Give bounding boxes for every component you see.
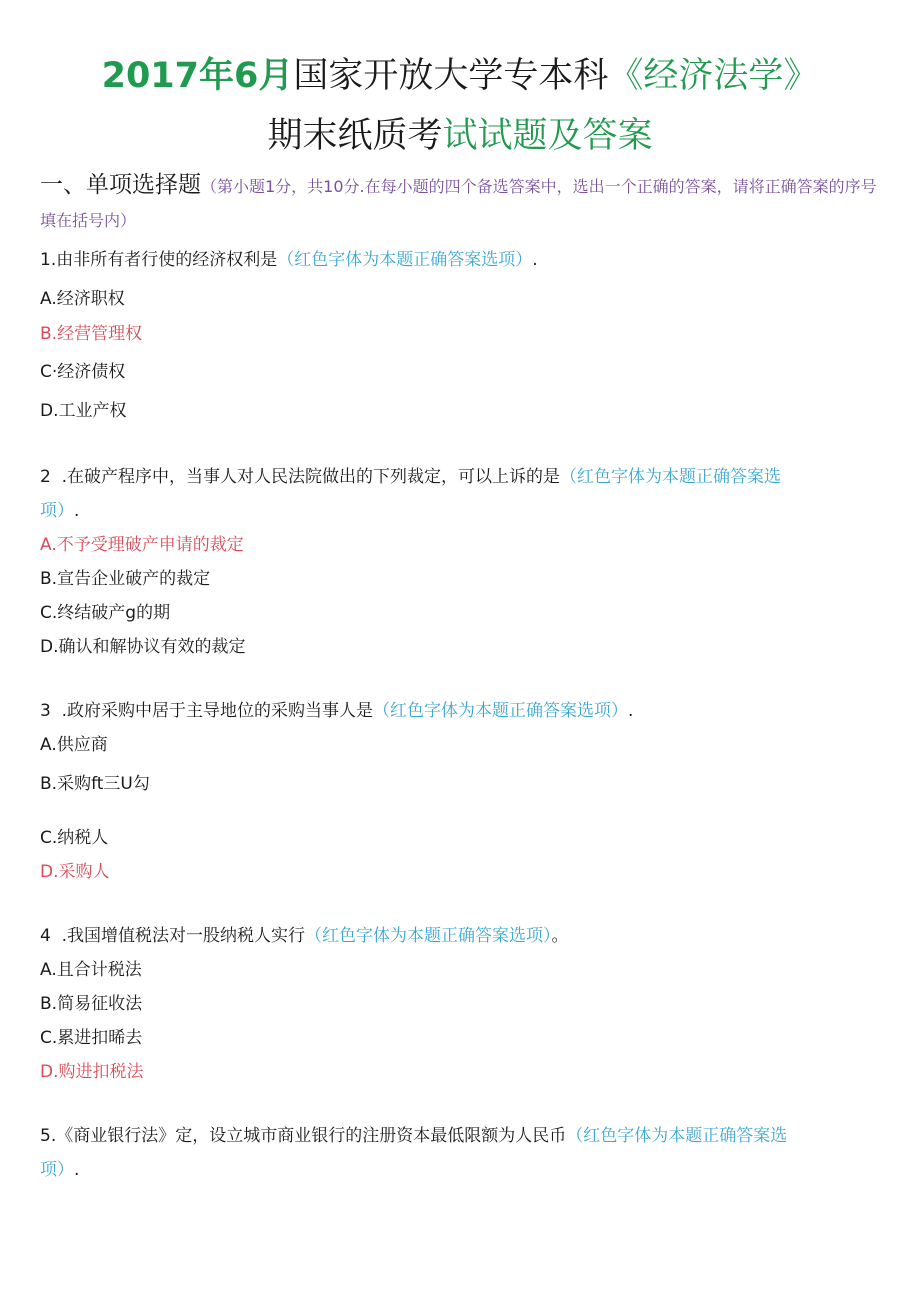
question-1-stem	[40, 243, 538, 277]
question-2-hint: （红色字体为本题正确答案选	[560, 467, 782, 487]
question-2-stem	[40, 460, 781, 494]
question-3-option-a: A.供应商	[40, 735, 108, 755]
section-title: 一、单项选择题	[40, 172, 201, 198]
question-1-hint: （红色字体为本题正确答案选项）	[277, 250, 533, 270]
question-2-option-b: B.宣告企业破产的裁定	[40, 569, 211, 589]
question-4-option-a: A.且合计税法	[40, 960, 142, 980]
title-institution: 国家开放大学专本科	[293, 56, 609, 96]
section-heading	[40, 168, 885, 238]
title-year: 2017年6月	[101, 56, 294, 96]
question-5-text: 5.《商业银行法》定，设立城市商业银行的注册资本最低限额为人民币	[40, 1126, 567, 1146]
question-3-hint: （红色字体为本题正确答案选项）	[373, 701, 629, 721]
question-2-hint-cont: 项）	[40, 501, 74, 521]
question-2-option-d: D.确认和解协议有效的裁定	[40, 637, 246, 657]
question-3-option-b: B.采购ft三U勾	[40, 774, 150, 794]
question-4-option-b: B.简易征收法	[40, 994, 143, 1014]
question-2-stem-cont	[40, 494, 79, 528]
document-title-line2	[0, 114, 920, 158]
question-1-option-c: C·经济债权	[40, 362, 126, 382]
question-1-text: 1.由非所有者行使的经济权利是	[40, 250, 278, 270]
question-3-end: .	[628, 701, 634, 721]
title-suffix: 试试题及答案	[442, 116, 653, 156]
question-4-option-d-correct: D.购进扣税法	[40, 1062, 144, 1082]
document-title-line1	[0, 54, 920, 98]
question-4-hint: （红色字体为本题正确答案选项）	[305, 926, 552, 946]
question-2-end: .	[74, 501, 80, 521]
question-3-option-d-correct: D.采购人	[40, 862, 110, 882]
question-5-stem-cont	[40, 1153, 79, 1187]
question-4-option-c: C.累进扣晞去	[40, 1028, 143, 1048]
question-1-option-d: D.工业产权	[40, 401, 127, 421]
question-2-text: 2 .在破产程序中，当事人对人民法院做出的下列裁定，可以上诉的是	[40, 467, 561, 487]
section-instruction: （第小题1分，共10分.在每小题的四个备选答案中，选出一个正确的答案，请将正确答案的序号填在括号内）	[40, 177, 877, 230]
question-3-option-c: C.纳税人	[40, 828, 109, 848]
question-2-option-a-correct: A.不予受理破产申请的裁定	[40, 535, 244, 555]
question-5-hint-cont: 项）	[40, 1160, 74, 1180]
question-3-stem	[40, 694, 633, 728]
question-4-stem	[40, 919, 569, 953]
question-5-stem	[40, 1119, 787, 1153]
question-2-option-c: C.终结破产g的期	[40, 603, 171, 623]
question-5-hint: （红色字体为本题正确答案选	[566, 1126, 788, 1146]
title-course: 《经济法学》	[608, 56, 819, 96]
question-4-text: 4 .我国增值税法对一股纳税人实行	[40, 926, 306, 946]
question-1-option-b-correct: B.经营管理权	[40, 324, 143, 344]
question-5-end: .	[74, 1160, 80, 1180]
question-1-end: .	[532, 250, 538, 270]
question-1-option-a: A.经济职权	[40, 289, 125, 309]
question-4-end: 。	[551, 926, 569, 946]
question-3-text: 3 .政府采购中居于主导地位的采购当事人是	[40, 701, 374, 721]
title-exam-type: 期末纸质考	[267, 116, 443, 156]
